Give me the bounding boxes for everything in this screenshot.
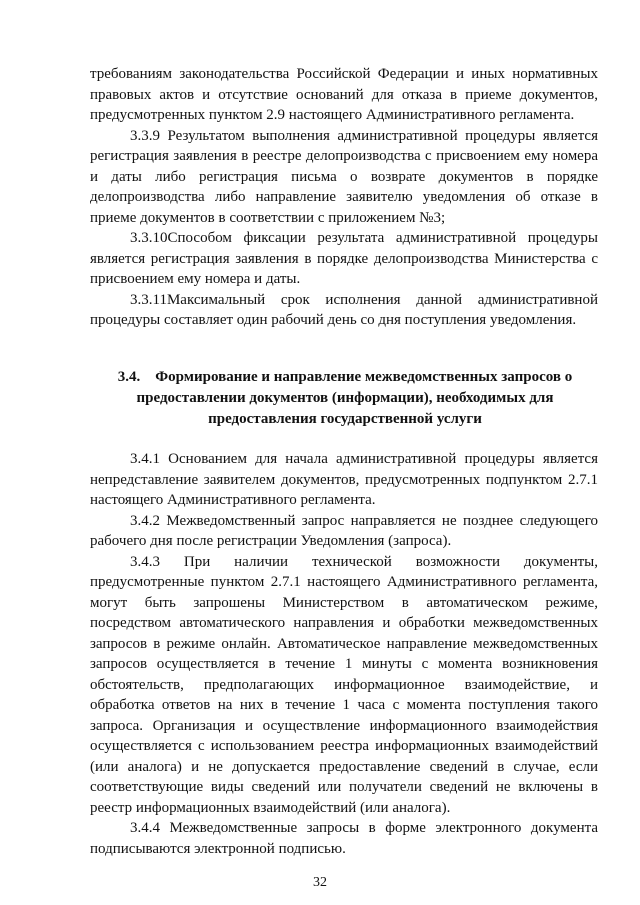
paragraph: требованиям законодательства Российской Федерации и иных нормативных правовых актов и отсутствие оснований для отказа в приеме документов, предусмотренных пунктом 2.9 настоящего Административного регламента. [90, 66, 598, 123]
heading-line-2: предоставлении документов (информации), необходимых для [136, 390, 554, 406]
paragraph-3-3-11: 3.3.11Максимальный срок исполнения данной административной процедуры составляет один рабочий день со дня поступления уведомления. [90, 291, 598, 328]
paragraph-3-4-4: 3.4.4 Межведомственные запросы в форме электронного документа подписываются электронной подписью. [90, 820, 598, 857]
paragraph-3-3-9: 3.3.9 Результатом выполнения административной процедуры является регистрация заявления в реестре делопроизводства с присвоением ему номера и даты либо регистрация письма о возврате документов в порядке делопроизводства либо направление заявителю уведомления об отказе в приеме документов в соответствии с приложением №3; [90, 127, 598, 226]
paragraph-3-4-2: 3.4.2 Межведомственный запрос направляется не позднее следующего рабочего дня после регистрации Уведомления (запроса). [90, 512, 598, 549]
paragraph-3-3-10: 3.3.10Способом фиксации результата административной процедуры является регистрация заявления в порядке делопроизводства Министерства с присвоением ему номера и даты. [90, 230, 598, 287]
text-block-section-3-4 [90, 449, 598, 859]
page-number: 32 [313, 875, 327, 890]
paragraph-3-4-1: 3.4.1 Основанием для начала административной процедуры является непредставление заявителем документов, предусмотренных подпунктом 2.7.1 настоящего Административного регламента. [90, 451, 598, 508]
heading-line-1: 3.4. Формирование и направление межведомственных запросов о [117, 369, 573, 385]
section-heading-3-4 [100, 367, 590, 430]
text-block-section-3-3 [90, 64, 598, 331]
paragraph-3-4-3: 3.4.3 При наличии технической возможности документы, предусмотренные пунктом 2.7.1 настоящего Административного регламента, могут быть запрошены Министерством в автоматическом режиме, посредством автоматического направления и обработки межведомственных запросов в режиме онлайн. Автоматическое направление межведомственных запросов осуществляется в течение 1 минуты с момента возникновения обстоятельств, предполагающих информационное взаимодействие, и обработка ответов на них в течение 1 часа с момента поступления такого запроса. Организация и осуществление информационного взаимодействия осуществляется с использованием реестра информационных взаимодействий (или аналога) и не допускается предоставление сведений в случае, если соответствующие виды сведений или получатели сведений не включены в реестр информационных взаимодействий (или аналога). [90, 553, 598, 816]
heading-line-3: предоставления государственной услуги [208, 411, 482, 427]
